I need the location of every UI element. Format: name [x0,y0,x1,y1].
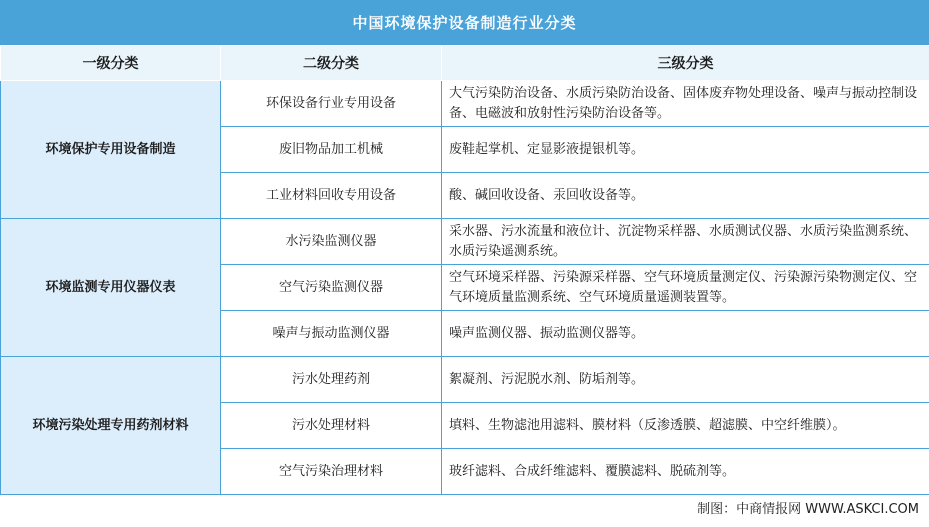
level3-cell: 玻纤滤料、合成纤维滤料、覆膜滤料、脱硫剂等。 [442,449,929,495]
level3-cell: 采水器、污水流量和液位计、沉淀物采样器、水质测试仪器、水质污染监测系统、水质污染遥测系统。 [442,219,929,265]
level1-cell: 环境保护专用设备制造 [1,81,221,219]
level3-cell: 填料、生物滤池用滤料、膜材料（反渗透膜、超滤膜、中空纤维膜）。 [442,403,929,449]
level3-cell: 酸、碱回收设备、汞回收设备等。 [442,173,929,219]
level1-cell: 环境监测专用仪器仪表 [1,219,221,357]
table-title: 中国环境保护设备制造行业分类 [0,0,929,45]
table-row [1,81,929,127]
header-level1: 一级分类 [1,46,221,81]
classification-table [0,45,929,495]
level2-cell: 空气污染治理材料 [221,449,442,495]
level2-cell: 空气污染监测仪器 [221,265,442,311]
level3-cell: 噪声监测仪器、振动监测仪器等。 [442,311,929,357]
level1-cell: 环境污染处理专用药剂材料 [1,357,221,495]
level2-cell: 噪声与振动监测仪器 [221,311,442,357]
level2-cell: 废旧物品加工机械 [221,127,442,173]
header-level3: 三级分类 [442,46,929,81]
level2-cell: 工业材料回收专用设备 [221,173,442,219]
level3-cell: 大气污染防治设备、水质污染防治设备、固体废弃物处理设备、噪声与振动控制设备、电磁波和放射性污染防治设备等。 [442,81,929,127]
level3-cell: 空气环境采样器、污染源采样器、空气环境质量测定仪、污染源污染物测定仪、空气环境质量监测系统、空气环境质量遥测装置等。 [442,265,929,311]
level2-cell: 环保设备行业专用设备 [221,81,442,127]
level2-cell: 污水处理药剂 [221,357,442,403]
source-credit: 制图：中商情报网 WWW.ASKCI.COM [697,502,919,517]
level3-cell: 废鞋起掌机、定显影液提银机等。 [442,127,929,173]
table-row [1,219,929,265]
level3-cell: 絮凝剂、污泥脱水剂、防垢剂等。 [442,357,929,403]
table-row [1,357,929,403]
level2-cell: 污水处理材料 [221,403,442,449]
header-level2: 二级分类 [221,46,442,81]
header-row [1,46,929,81]
level2-cell: 水污染监测仪器 [221,219,442,265]
